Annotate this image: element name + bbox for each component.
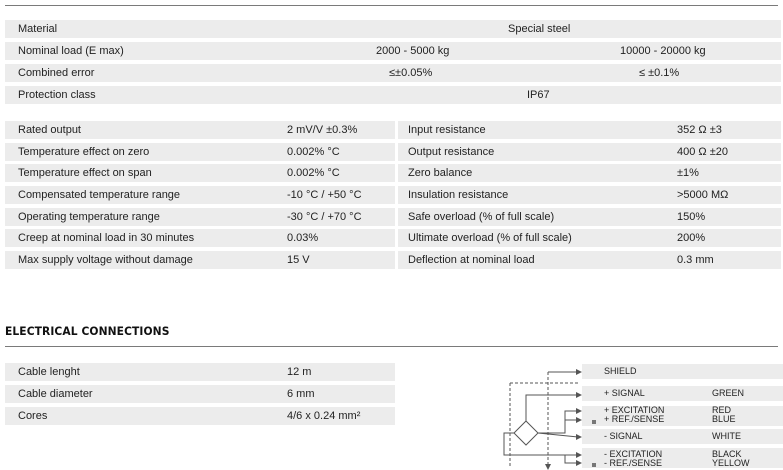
- signal-plus-color: GREEN: [712, 388, 745, 398]
- cable-diameter-value: 6 mm: [287, 388, 315, 400]
- protection-class-label: Protection class: [18, 89, 96, 101]
- arrow-icon: [545, 464, 551, 470]
- spec-value: 200%: [677, 232, 706, 244]
- spec-value: 0.03%: [287, 232, 319, 244]
- spec-value: 2 mV/V ±0.3%: [287, 124, 358, 136]
- bridge-icon: [514, 421, 538, 445]
- arrow-icon: [576, 392, 582, 398]
- spec-label: Insulation resistance: [408, 189, 509, 201]
- nominal-load-large: 10000 - 20000 kg: [620, 45, 706, 57]
- spec-value: >5000 MΩ: [677, 189, 729, 201]
- spec-label: Temperature effect on zero: [18, 146, 150, 158]
- excitation-plus-color: RED: [712, 405, 732, 415]
- spec-value: 15 V: [287, 254, 310, 266]
- spec-value: 352 Ω ±3: [677, 124, 722, 136]
- cores-value: 4/6 x 0.24 mm²: [287, 410, 361, 422]
- spec-label: Zero balance: [408, 167, 473, 179]
- section-heading: ELECTRICAL CONNECTIONS: [5, 324, 170, 338]
- spec-label: Temperature effect on span: [18, 167, 152, 179]
- spec-value: -10 °C / +50 °C: [287, 189, 362, 201]
- nominal-load-small: 2000 - 5000 kg: [376, 45, 450, 57]
- signal-plus-label: + SIGNAL: [604, 388, 645, 398]
- combined-error-large: ≤ ±0.1%: [639, 67, 680, 79]
- excitation-minus-color: BLACK: [712, 449, 742, 459]
- arrow-icon: [576, 369, 582, 375]
- spec-label: Creep at nominal load in 30 minutes: [18, 232, 195, 244]
- spec-value: 400 Ω ±20: [677, 146, 728, 158]
- wire-excitation-plus: [538, 411, 578, 433]
- spec-value: 0.002% °C: [287, 167, 340, 179]
- ref-sense-plus-color: BLUE: [712, 414, 736, 424]
- wire-signal-plus: [526, 395, 578, 421]
- spec-label: Max supply voltage without damage: [18, 254, 193, 266]
- combined-error-label: Combined error: [18, 67, 95, 79]
- material-value: Special steel: [508, 23, 571, 35]
- wire-signal-minus: [538, 433, 578, 437]
- nominal-load-label: Nominal load (E max): [18, 45, 124, 57]
- excitation-plus-label: + EXCITATION: [604, 405, 665, 415]
- signal-minus-label: - SIGNAL: [604, 431, 643, 441]
- ref-sense-minus-color: YELLOW: [712, 458, 750, 468]
- signal-minus-color: WHITE: [712, 431, 741, 441]
- spec-label: Ultimate overload (% of full scale): [408, 232, 572, 244]
- excitation-minus-label: - EXCITATION: [604, 449, 663, 459]
- cable-length-value: 12 m: [287, 366, 312, 378]
- spec-label: Input resistance: [408, 124, 486, 136]
- arrow-icon: [576, 408, 582, 414]
- arrow-icon: [576, 417, 582, 423]
- arrow-icon: [576, 460, 582, 466]
- arrow-icon: [576, 452, 582, 458]
- cores-label: Cores: [18, 410, 48, 422]
- cable-length-label: Cable lenght: [18, 366, 80, 378]
- spec-value: 0.002% °C: [287, 146, 340, 158]
- spec-label: Compensated temperature range: [18, 189, 181, 201]
- ref-sense-minus-label: - REF./SENSE: [604, 458, 663, 468]
- combined-error-small: ≤±0.05%: [389, 67, 433, 79]
- spec-label: Safe overload (% of full scale): [408, 211, 555, 223]
- cable-diameter-label: Cable diameter: [18, 388, 93, 400]
- protection-class-value: IP67: [527, 89, 550, 101]
- ref-sense-plus-label: + REF./SENSE: [604, 414, 665, 424]
- arrow-icon: [576, 434, 582, 440]
- spec-value: 150%: [677, 211, 706, 223]
- spec-value: -30 °C / +70 °C: [287, 211, 362, 223]
- shield-label: SHIELD: [604, 366, 637, 376]
- spec-value: ±1%: [677, 167, 699, 179]
- spec-label: Output resistance: [408, 146, 495, 158]
- spec-value: 0.3 mm: [677, 254, 714, 266]
- spec-label: Deflection at nominal load: [408, 254, 535, 266]
- spec-label: Rated output: [18, 124, 81, 136]
- material-label: Material: [18, 23, 58, 35]
- spec-label: Operating temperature range: [18, 211, 160, 223]
